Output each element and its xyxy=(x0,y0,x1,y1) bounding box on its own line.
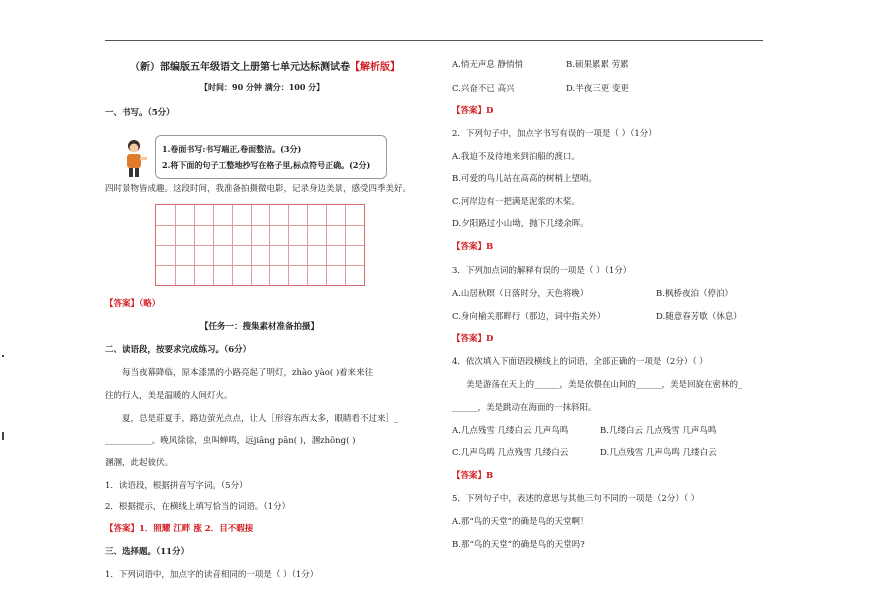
margin-mark xyxy=(2,355,4,357)
q4-passage-line-2: ______，美是跳动在海面的一抹斜阳。 xyxy=(452,403,597,413)
student-figure-icon xyxy=(120,137,150,179)
answer-q1: 【答案】D xyxy=(452,106,494,116)
question-2-1: 1．读语段，根据拼音写字词。（5分） xyxy=(105,481,248,491)
answer-s1: 【答案】（略） xyxy=(105,299,161,309)
writing-grid xyxy=(155,204,365,286)
q4-option-d: D.几点残雪 几声鸟鸣 几缕白云 xyxy=(600,448,717,458)
top-rule xyxy=(105,40,763,41)
question-3-1: 1．下列词语中，加点字的读音相同的一项是（ ）（1分） xyxy=(105,570,319,580)
q1-option-c: C.兴奋不已 高兴 xyxy=(452,84,515,94)
q5-option-b: B.那“鸟的天堂”的确是鸟的天堂吗? xyxy=(452,540,585,550)
time-info: 【时间：90 分钟 满分：100 分】 xyxy=(200,82,325,92)
answer-q4: 【答案】B xyxy=(452,471,494,481)
paragraph-line-5: 溷溷，此起彼伏。 xyxy=(105,458,174,468)
copy-sentence: 四时景物皆成趣。这段时间，我准备拍摄微电影，记录身边美景，感受四季美好。 xyxy=(105,184,412,194)
title-tag: 【解析版】 xyxy=(350,62,400,73)
q2-option-b: B.可爱的鸟儿站在高高的树梢上望哨。 xyxy=(452,174,597,184)
q3-option-b: B.枫桥夜泊（停泊） xyxy=(656,289,733,299)
q4-passage-line-1: 美是游荡在天上的______，美是依偎在山间的______，美是回旋在密林的_ xyxy=(466,380,743,390)
question-2-2: 2．根据提示，在横线上填写恰当的词语。（1分） xyxy=(105,502,291,512)
q2-option-d: D.夕阳路过小山坳，抛下几缕余晖。 xyxy=(452,219,589,229)
q2-option-c: C.河岸边有一把满是泥浆的木桨。 xyxy=(452,197,580,207)
section-2-heading: 二、读语段，按要求完成练习。（6分） xyxy=(105,345,252,355)
q4-option-b: B.几缕白云 几点残雪 几声鸟鸣 xyxy=(600,426,717,436)
paragraph-line-1: 每当夜幕降临，原本漆黑的小路亮起了明灯，zhào yào( )着来来往 xyxy=(122,368,374,378)
answer-s2: 【答案】1．照耀 江畔 涨 2．目不暇接 xyxy=(105,524,254,534)
q3-option-d: D.随意春芳歇（休息） xyxy=(656,312,742,322)
answer-q3: 【答案】D xyxy=(452,334,494,344)
q4-option-c: C.几声鸟鸣 几点残雪 几缕白云 xyxy=(452,448,569,458)
paragraph-line-4b: ___________。晚风徐徐，虫叫蝉鸣，远jiāng pān( )，溷zhōng( ) xyxy=(105,436,356,446)
q3-option-c: C.身向榆关那畔行（那边，词中指关外） xyxy=(452,312,606,322)
section-1-heading: 一、书写。（5分） xyxy=(105,108,175,118)
q3-option-a: A.山居秋暝（日落时分，天色将晚） xyxy=(452,289,589,299)
margin-mark xyxy=(2,432,4,440)
question-2: 2．下列句子中，加点字书写有误的一项是（ ）（1分） xyxy=(452,129,657,139)
question-5: 5．下列句子中，表述的意思与其他三句不同的一项是（2分）（ ） xyxy=(452,494,700,504)
q1-option-a: A.悄无声息 静悄悄 xyxy=(452,60,524,70)
paragraph-line-2: 往的行人，美是温暖的人间灯火。 xyxy=(105,391,233,401)
answer-q2: 【答案】B xyxy=(452,242,494,252)
q1-option-d: D.半夜三更 变更 xyxy=(566,84,629,94)
grid-row-line xyxy=(156,245,364,246)
question-4: 4．依次填入下面语段横线上的词语，全部正确的一项是（2分）（ ） xyxy=(452,357,708,367)
paragraph-line-3b: 夏，总是莊夏手，路边萤光点点，让人［形容东西太多，眼睛看不过来］_ xyxy=(122,414,399,424)
page-title xyxy=(130,58,400,73)
writing-instructions-box xyxy=(155,135,387,179)
question-3: 3．下列加点词的解释有误的一项是（ ）（1分） xyxy=(452,266,632,276)
box-instruction-2: 2.将下面的句子工整地抄写在格子里,标点符号正确。(2分) xyxy=(162,160,371,170)
q1-option-b: B.硕果累累 劳累 xyxy=(566,60,629,70)
q4-option-a: A.几点残雪 几缕白云 几声鸟鸣 xyxy=(452,426,569,436)
q2-option-a: A.我迫不及待地来到泊船的渡口。 xyxy=(452,152,580,162)
grid-row-line xyxy=(156,265,364,266)
grid-row-line xyxy=(156,225,364,226)
q5-option-a: A.那“鸟的天堂”的确是鸟的天堂啊！ xyxy=(452,517,589,527)
task-title: 【任务一：搜集素材准备拍摄】 xyxy=(200,322,320,332)
box-instruction-1: 1.卷面书写:书写端正,卷面整洁。(3分) xyxy=(162,144,302,154)
section-3-heading: 三、选择题。（11分） xyxy=(105,547,190,557)
title-main: （新）部编版五年级语文上册第七单元达标测试卷 xyxy=(130,62,350,73)
